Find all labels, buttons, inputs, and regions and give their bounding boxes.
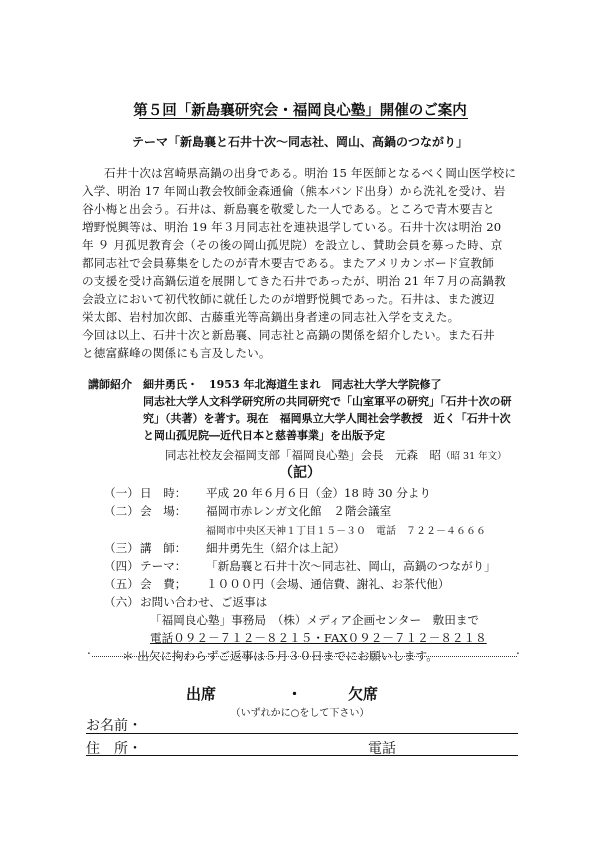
body-line: 入学、明治 17 年岡山教会牧師金森通倫（熊本バンド出身）から洗礼を受け、岩 [82,184,506,198]
cutline-right-dot: . [516,643,520,657]
detail-key: 会 費； [140,577,187,591]
detail-value-fee: １０００円（会場、通信費、謝礼、お茶代他） [206,577,450,591]
option-separator: ・ [287,685,303,703]
speaker-line: 究」（共著）を著す。現在 福岡県立大学人間社会学教授 近く「石井十次 [143,412,511,425]
detail-key: 講 師： [140,541,187,555]
name-field-line[interactable] [86,733,518,734]
reply-instruction: （いずれかに○をして下さい） [230,708,370,719]
address-field-line[interactable] [86,755,518,756]
ki-heading: （記） [279,465,321,481]
body-line: 今回は以上、石井十次と新島襄、同志社と高鍋の関係を紹介したい。また石井 [82,328,495,342]
detail-key: テーマ： [140,559,187,573]
speaker-line: と岡山孤児院―近代日本と慈善事業」を出版予定 [143,429,385,442]
detail-value-datetime: 平成 20 年６月６日（金）18 時 30 分より [206,486,431,500]
detail-value-address: 福岡市中央区天神１丁目１５－３０ 電話 ７２２－４６６６ [206,526,486,537]
theme-subtitle: テーマ「新島襄と石井十次〜同志社、岡山、高鍋のつながり」 [131,135,468,149]
body-line: 年 ９ 月孤児教育会（その後の岡山孤児院）を設立し、賛助会員を募った時、京 [82,238,503,252]
detail-value-contact: お問い合わせ、ご返事は [140,595,268,609]
detail-num: （三） [104,541,139,555]
speaker-label: 講師紹介 [88,378,132,391]
reply-deadline-note: ＊ 出欠に拘わらずご返事は５月３０日までにお願いします。 [122,649,438,663]
detail-num: （二） [104,504,139,518]
body-line: 谷小梅と出会う。石井は、新島襄を敬愛した一人である。ところで青木要吉と [82,202,495,216]
organizer-name: 同志社校友会福岡支部「福岡良心塾」会長 元森 昭 [165,448,441,462]
speaker-line: 細井勇氏・ 1953 年北海道生まれ 同志社大学大学院修了 [143,378,442,391]
detail-num: （六） [104,595,139,609]
contact-phone: 電話０９２－７１２－８２１５・FAX０９２－７１２－８２１８ [150,631,487,645]
phone-label: 電話 [368,741,396,757]
page-title: 第５回「新島襄研究会・福岡良心塾」開催のご案内 [133,102,467,119]
detail-key: 会 場： [140,504,187,518]
body-line: と徳富蘇峰の関係にも言及したい。 [82,346,271,360]
body-line: 石井十次は宮崎県高鍋の出身である。明治 15 年医師となるべく岡山医学校に [104,166,517,180]
detail-value-theme: 「新島襄と石井十次〜同志社、岡山，高鍋のつながり」 [206,559,496,573]
body-line: 都同志社で会員募集をしたのが青木要吉である。またアメリカンボード宣教師 [82,256,494,270]
absent-option[interactable]: 欠席 [348,685,379,703]
body-line: 会設立において初代牧師に就任したのが増野悦興であった。石井は、また渡辺 [82,292,495,306]
organizer-year: （昭 31 年文） [441,451,507,462]
detail-key: 日 時： [140,486,187,500]
cutline-left-dot: . [87,643,91,657]
contact-office: 「福岡良心塾」事務局 （株）メディア企画センター 敷田まで [150,613,480,627]
detail-value-venue: 福岡市赤レンガ文化館 ２階会議室 [206,504,392,518]
address-label: 住 所・ [86,741,142,757]
body-line: の支援を受け高鍋伝道を展開してきた石井であったが、明治 21 年７月の高鍋教 [82,274,506,288]
cut-line [92,656,517,657]
title-underline [139,118,468,119]
detail-num: （五） [104,577,139,591]
speaker-line: 同志社大学人文科学研究所の共同研究で「山室軍平の研究」「石井十次の研 [143,395,512,408]
attend-option[interactable]: 出席 [186,685,217,703]
body-line: 増野悦興等は、明治 19 年３月同志社を連袂退学している。石井十次は明治 20 [82,220,502,234]
body-line: 栄太郎、岩村加次郎、古藤重光等高鍋出身者達の同志社入学を支えた。 [82,310,460,324]
detail-num: （一） [104,486,139,500]
name-label: お名前・ [86,718,142,734]
detail-num: （四） [104,559,139,573]
detail-value-speaker: 細井勇先生（紹介は上記） [206,541,346,555]
organizer-signature [165,447,507,463]
